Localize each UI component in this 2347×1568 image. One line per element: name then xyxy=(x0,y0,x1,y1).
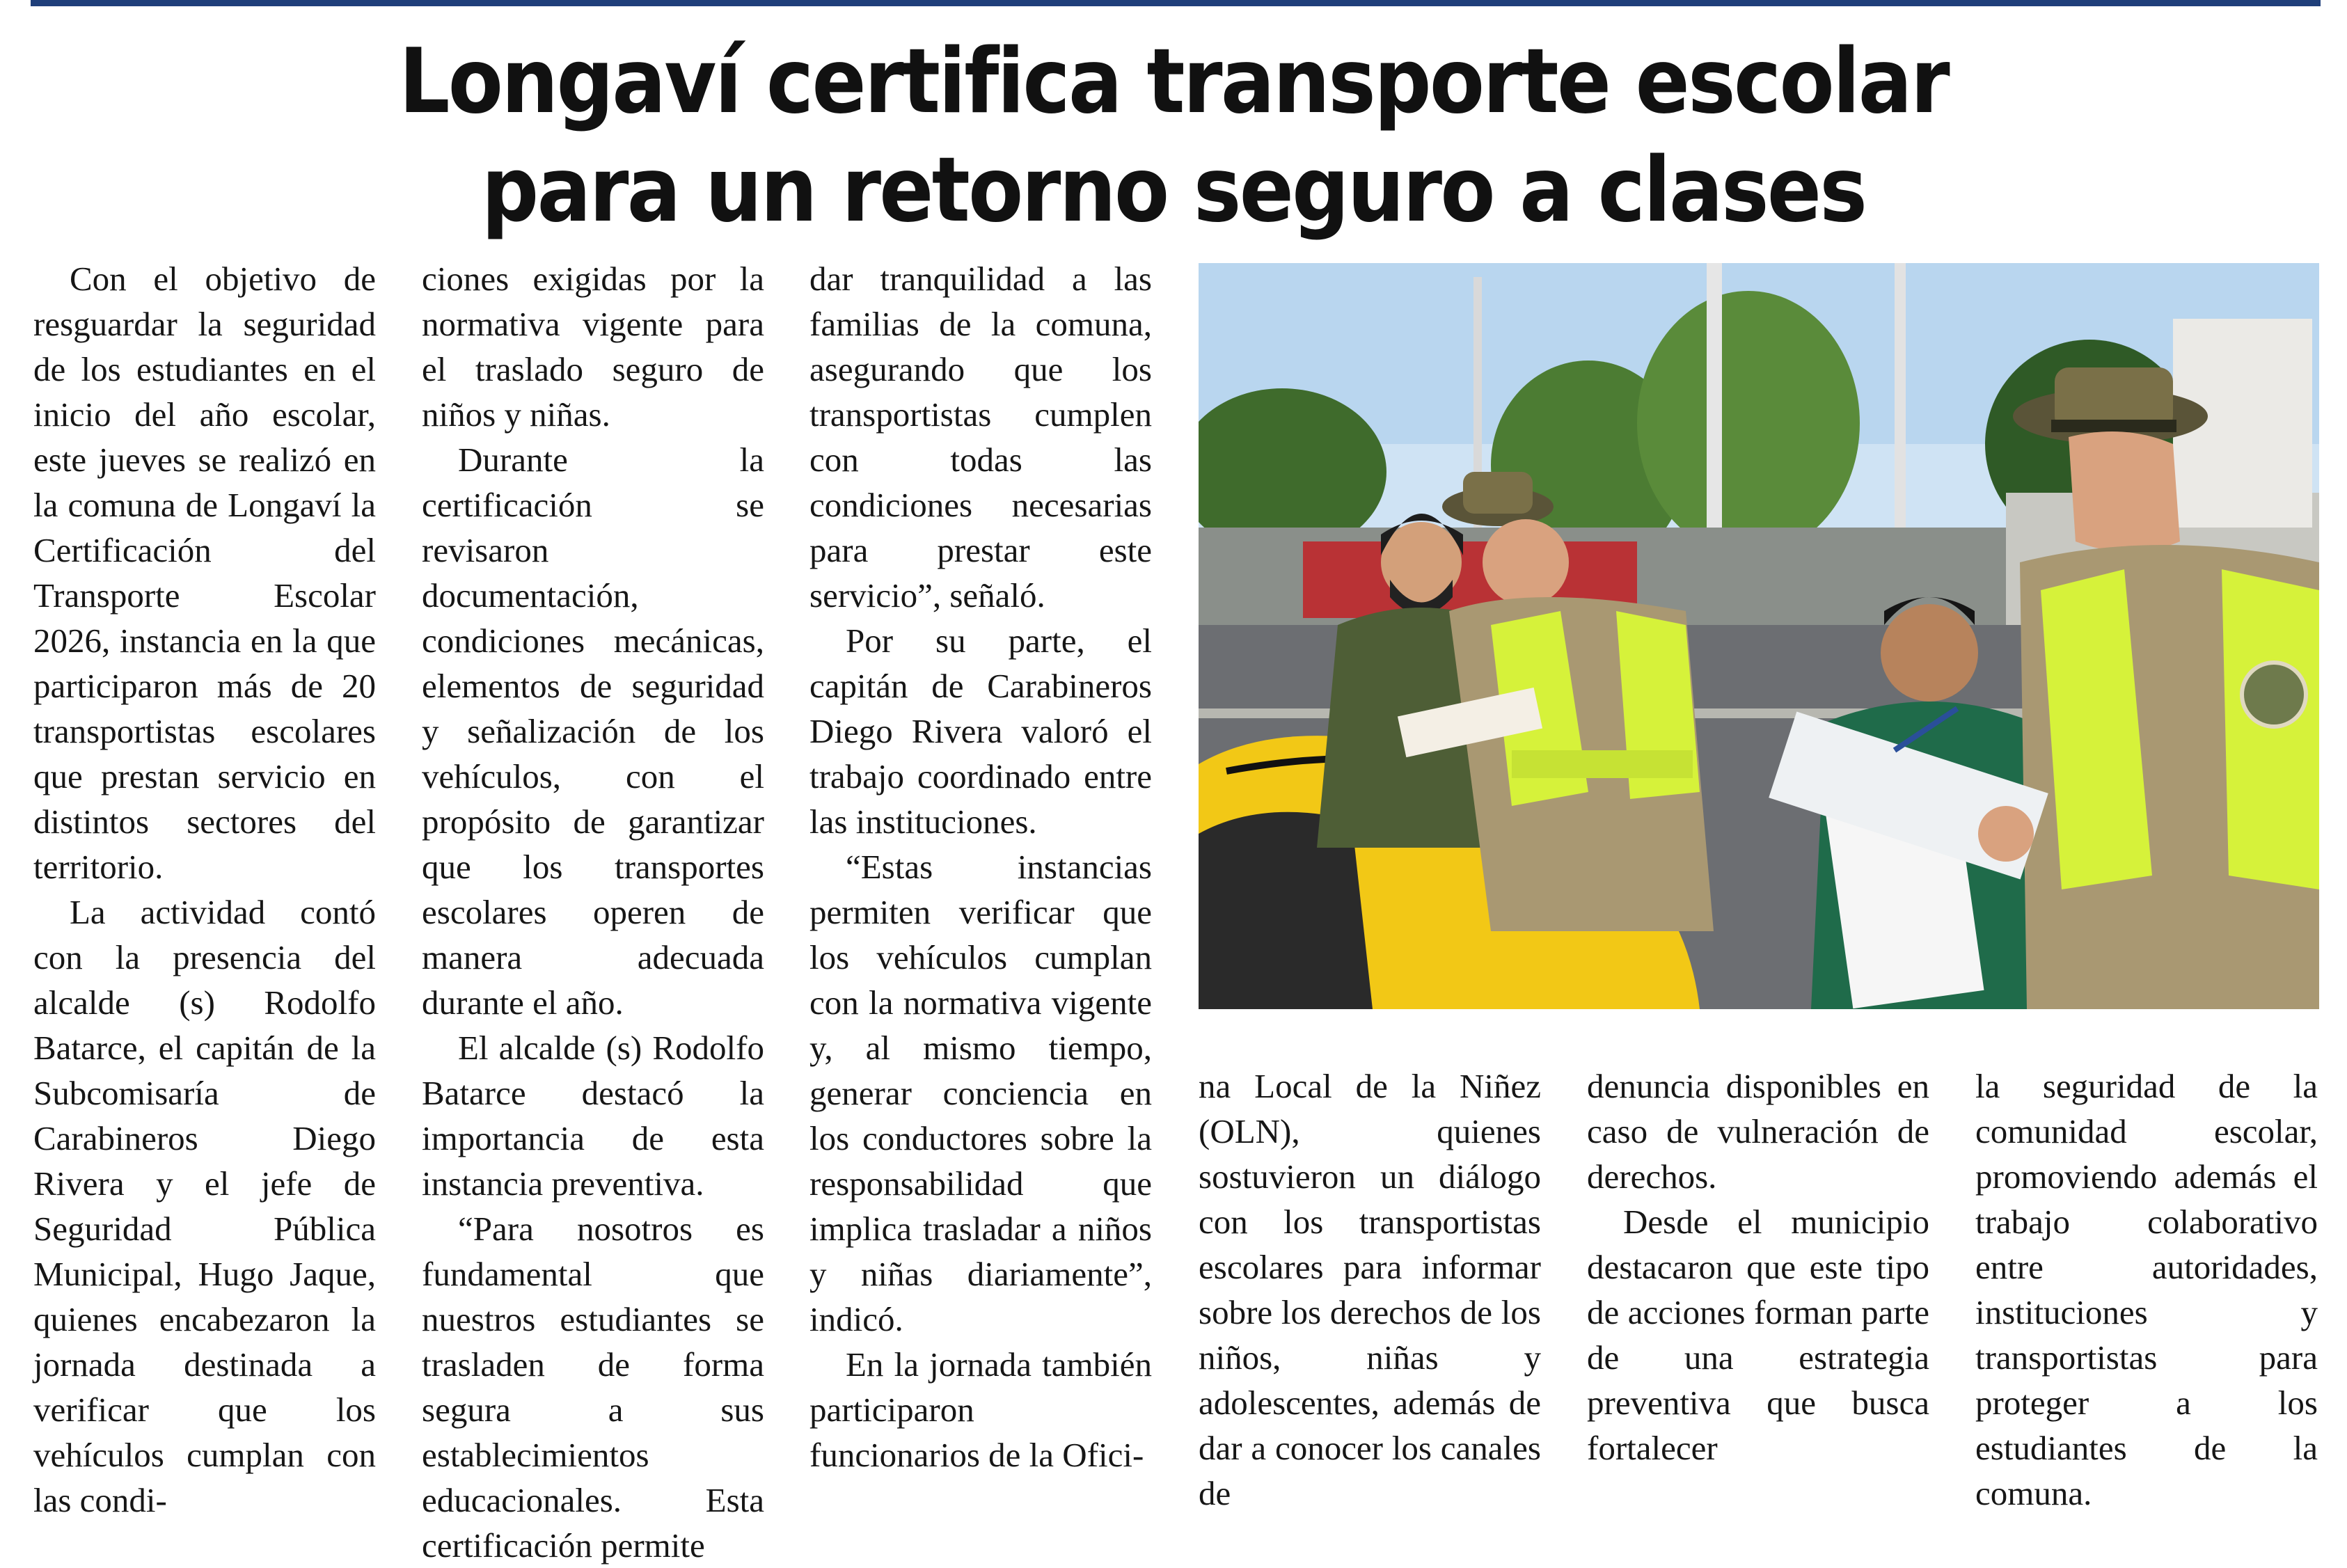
article-column-2 xyxy=(422,256,764,1568)
paragraph: Desde el municipio destacaron que este tipo de acciones forman parte de una estrategia preventiva que busca fortalecer xyxy=(1587,1203,1929,1467)
paragraph: Durante la certificación se revisaron documentación, condiciones mecánicas, elementos de seguridad y señalización de los vehículos, con el propósito de garantizar que los transportes escolares operen de manera adecuada durante el año. xyxy=(422,441,764,1022)
paragraph: En la jornada también participaron funcionarios de la Ofici- xyxy=(809,1345,1152,1474)
article-column-4 xyxy=(1199,1063,1541,1516)
headline xyxy=(118,28,2230,245)
paragraph: ciones exigidas por la normativa vigente para el traslado seguro de niños y niñas. xyxy=(422,260,764,434)
article-column-1 xyxy=(33,256,376,1523)
news-photo xyxy=(1199,263,2319,1009)
paragraph: El alcalde (s) Rodolfo Batarce destacó la importancia de esta instancia preventiva. xyxy=(422,1029,764,1203)
paragraph: La actividad contó con la presencia del alcalde (s) Rodolfo Batarce, el capitán de la Subcomisaría de Carabineros Diego Rivera y el jefe de Seguridad Pública Municipal, Hugo Jaque, quienes encabezaron la jornada destinada a verificar que los vehículos cumplan con las condi- xyxy=(33,893,376,1519)
paragraph: la seguridad de la comunidad escolar, promoviendo además el trabajo colaborativo entre autoridades, instituciones y transportistas para proteger a los estudiantes de la comuna. xyxy=(1975,1067,2318,1512)
headline-line-2: para un retorno seguro a clases xyxy=(481,138,1866,242)
top-rule xyxy=(31,0,2321,6)
paragraph: dar tranquilidad a las familias de la comuna, asegurando que los transportistas cumplen con todas las condiciones necesarias para prestar este servicio”, señaló. xyxy=(809,260,1152,615)
paragraph: denuncia disponibles en caso de vulneración de derechos. xyxy=(1587,1067,1929,1196)
headline-line-1: Longaví certifica transporte escolar xyxy=(399,30,1948,134)
article-column-5 xyxy=(1587,1063,1929,1471)
article-column-6 xyxy=(1975,1063,2318,1516)
paragraph: Con el objetivo de resguardar la seguridad de los estudiantes en el inicio del año escolar, este jueves se realizó en la comuna de Longaví la Certificación del Transporte Escolar 2026, instancia en la que participaron más de 20 transportistas escolares que prestan servicio en distintos sectores del territorio. xyxy=(33,260,376,886)
paragraph: na Local de la Niñez (OLN), quienes sostuvieron un diálogo con los transportistas escolares para informar sobre los derechos de los niños, niñas y adolescentes, además de dar a conocer los canales de xyxy=(1199,1067,1541,1512)
paragraph: “Para nosotros es fundamental que nuestros estudiantes se trasladen de forma segura a sus establecimientos educacionales. Esta certificación permite xyxy=(422,1210,764,1565)
tree xyxy=(1637,291,1860,555)
paragraph: “Estas instancias permiten verificar que los vehículos cumplan con la normativa vigente y, al mismo tiempo, generar conciencia en los conductores sobre la responsabilidad que implica trasladar a niños y niñas diariamente”, indicó. xyxy=(809,848,1152,1338)
article-column-3 xyxy=(809,256,1152,1478)
paragraph: Por su parte, el capitán de Carabineros Diego Rivera valoró el trabajo coordinado entre las instituciones. xyxy=(809,621,1152,841)
